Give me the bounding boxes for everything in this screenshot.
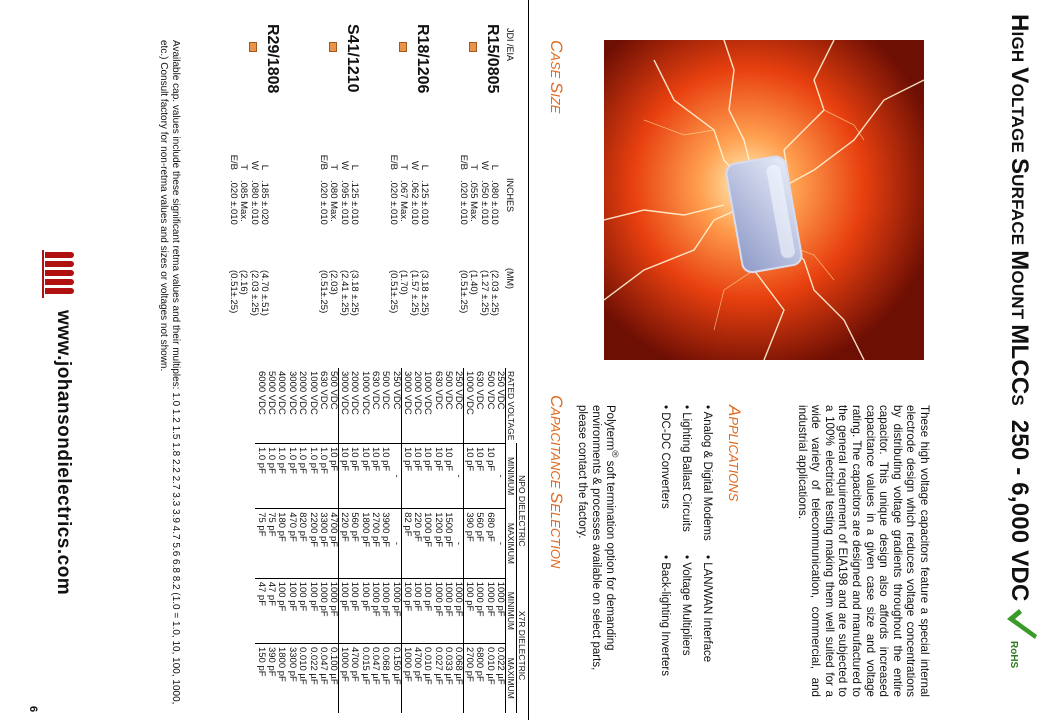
dim-inches: .067 Max. xyxy=(398,180,410,222)
x7r-min-header: MINIMUM xyxy=(506,591,516,630)
rohs-logo xyxy=(999,605,1041,675)
dim-label: W xyxy=(408,161,420,170)
value-cell: 2200 pF xyxy=(307,509,317,578)
value-cell: 0.010 µF xyxy=(297,643,307,713)
value-cell: 10 pF xyxy=(401,443,412,508)
table-row xyxy=(255,368,265,713)
dim-inches: .050 ±.010 xyxy=(478,180,490,225)
voltage-cell: 500 VDC xyxy=(443,371,455,410)
voltage-cell: 1000 VDC xyxy=(464,371,476,415)
dim-label: W xyxy=(338,161,350,170)
dim-mm: (1.57 ±.25) xyxy=(408,270,420,316)
rated-voltage-header: RATED VOLTAGE xyxy=(506,371,516,441)
dim-mm: (0.51±.25) xyxy=(317,270,329,314)
voltage-cell: 2000 VDC xyxy=(349,371,361,415)
value-cell: 1.0 pF xyxy=(266,443,276,508)
capacitance-table xyxy=(255,368,527,713)
dim-label: E/B xyxy=(317,154,329,170)
value-cell: 100 pF xyxy=(401,578,412,643)
value-cell: - xyxy=(453,443,464,508)
value-cell: 1000 pF xyxy=(432,578,442,643)
value-cell: 82 pF xyxy=(401,509,412,578)
table-row xyxy=(495,368,506,713)
value-cell: 0.010 µF xyxy=(422,643,432,713)
value-cell: 1000 pF xyxy=(401,643,412,713)
list-item: • Analog & Digital Modems xyxy=(701,405,713,541)
dim-label: E/B xyxy=(457,154,469,170)
value-cell: 1000 pF xyxy=(474,578,484,643)
value-cell: - xyxy=(391,443,402,508)
chip-icon xyxy=(399,42,407,52)
x7r-max-header: MAXIMUM xyxy=(506,657,516,699)
voltage-cell: 3000 VDC xyxy=(286,371,298,415)
table-row xyxy=(422,368,432,713)
value-cell: 390 pF xyxy=(464,509,475,578)
value-cell: - xyxy=(453,509,464,578)
table-row xyxy=(443,368,453,713)
value-cell: 75 pF xyxy=(266,509,276,578)
value-cell: 0.150 µF xyxy=(391,643,402,713)
npo-header: NPO DIELECTRIC xyxy=(517,443,528,578)
dim-inches: .080 ±.010 xyxy=(489,180,500,225)
value-cell: 100 pF xyxy=(359,578,369,643)
dim-inches: .080 ±.010 xyxy=(248,180,260,225)
value-cell: 0.027 µF xyxy=(432,643,442,713)
voltage-cell: 630 VDC xyxy=(432,371,444,410)
table-row xyxy=(297,368,307,713)
value-cell: 75 pF xyxy=(255,509,265,578)
value-cell: 4700 pF xyxy=(412,643,422,713)
value-cell: 0.033 µF xyxy=(443,643,453,713)
value-cell: 1.0 pF xyxy=(276,443,286,508)
dim-mm: (0.51±.25) xyxy=(387,270,399,314)
dim-label: W xyxy=(248,161,260,170)
value-cell: 560 pF xyxy=(474,509,484,578)
value-cell: 1800 pF xyxy=(359,509,369,578)
table-row xyxy=(474,368,484,713)
voltage-cell: 6000 VDC xyxy=(255,371,267,415)
capacitance-selection-heading: CAPACITANCE SELECTION xyxy=(547,395,566,569)
value-cell: 1.0 pF xyxy=(307,443,317,508)
dim-mm: (2.03) xyxy=(328,270,340,295)
value-cell: 0.022 µF xyxy=(307,643,317,713)
case-block xyxy=(301,10,361,365)
value-cell: 100 pF xyxy=(287,578,297,643)
value-cell: 100 pF xyxy=(349,578,359,643)
value-cell: 10 pF xyxy=(359,443,369,508)
dim-inches: .020 ±.010 xyxy=(227,180,239,225)
value-cell: 100 pF xyxy=(464,578,475,643)
value-cell: - xyxy=(391,509,402,578)
dim-inches: .085 Max. xyxy=(238,180,250,222)
table-row xyxy=(380,368,390,713)
dim-label: E/B xyxy=(227,154,239,170)
value-cell: 3900 pF xyxy=(380,509,390,578)
dim-label: T xyxy=(328,164,340,170)
value-cell: 1000 pF xyxy=(339,643,350,713)
value-cell: 1.0 pF xyxy=(287,443,297,508)
value-cell: 0.015 µF xyxy=(359,643,369,713)
value-cell: 1000 pF xyxy=(422,509,432,578)
voltage-cell: 4000 VDC xyxy=(276,371,288,415)
value-cell: 1500 pF xyxy=(443,509,453,578)
value-cell: 0.047 µF xyxy=(318,643,328,713)
value-cell: 100 pF xyxy=(307,578,317,643)
dim-inches: .062 ±.010 xyxy=(408,180,420,225)
value-cell: 1.0 pF xyxy=(318,443,328,508)
value-cell: 10 pF xyxy=(339,443,350,508)
table-row xyxy=(464,368,475,713)
table-row xyxy=(318,368,328,713)
value-cell: 10 pF xyxy=(464,443,475,508)
voltage-cell: 1000 VDC xyxy=(307,371,319,415)
dim-inches: .055 Max. xyxy=(468,180,480,222)
checkmark-icon xyxy=(1007,609,1037,639)
table-row xyxy=(401,368,412,713)
voltage-cell: 2000 VDC xyxy=(297,371,309,415)
value-cell: 100 pF xyxy=(297,578,307,643)
dim-label: T xyxy=(398,164,410,170)
value-cell: 10 pF xyxy=(443,443,453,508)
dim-label: E/B xyxy=(387,154,399,170)
divider xyxy=(528,0,529,720)
voltage-cell: 2000 VDC xyxy=(411,371,423,415)
applications-heading: APPLICATIONS xyxy=(725,405,744,502)
value-cell: 220 pF xyxy=(339,509,350,578)
voltage-cell: 3000 VDC xyxy=(401,371,413,415)
value-cell: 150 pF xyxy=(255,643,265,713)
voltage-cell: 1000 VDC xyxy=(359,371,371,415)
value-cell: - xyxy=(495,443,506,508)
value-cell: 3300 pF xyxy=(318,509,328,578)
value-cell: 4700 pF xyxy=(349,643,359,713)
table-row xyxy=(328,368,339,713)
value-cell: 1200 pF xyxy=(432,509,442,578)
case-name: S41/1210 xyxy=(344,24,361,93)
case-block xyxy=(441,10,501,365)
value-cell: 100 pF xyxy=(276,578,286,643)
dim-inches: .095 ±.010 xyxy=(338,180,350,225)
value-cell: 1000 pF xyxy=(328,578,339,643)
value-cell: 10 pF xyxy=(422,443,432,508)
chip-icon xyxy=(329,42,337,52)
col-mm-header: (MM) xyxy=(505,268,515,289)
page-title: HIGH VOLTAGE SURFACE MOUNT MLCCS 250 - 6,000 VDC xyxy=(1006,14,1033,602)
npo-max-header: MAXIMUM xyxy=(506,522,516,564)
dim-inches: .125 ±.010 xyxy=(349,180,360,225)
dim-inches: .125 ±.010 xyxy=(419,180,430,225)
value-cell: 4700 pF xyxy=(328,509,339,578)
value-cell: 2700 pF xyxy=(370,509,380,578)
case-size-heading: CASE SIZE xyxy=(547,40,566,114)
page-number: 6 xyxy=(27,706,39,713)
rohs-label: RoHS xyxy=(1008,641,1019,669)
polyterm-note: Polyterm® soft termination option for demanding environments & processes available on select parts, please contact the factory. xyxy=(576,405,620,671)
applications-list-1 xyxy=(654,405,717,555)
value-cell: 10 pF xyxy=(370,443,380,508)
dim-inches: .020 ±.010 xyxy=(387,180,399,225)
table-row xyxy=(485,368,495,713)
dim-label: L xyxy=(489,164,500,170)
dim-label: T xyxy=(468,164,480,170)
dim-inches: .185 ±.020 xyxy=(259,180,270,225)
col-inches-header: INCHES xyxy=(505,178,515,213)
voltage-cell: 630 VDC xyxy=(370,371,382,410)
value-cell: 680 pF xyxy=(485,509,495,578)
table-row xyxy=(370,368,380,713)
list-item: • Lighting Ballast Circuits xyxy=(680,405,692,532)
value-cell: 10 pF xyxy=(485,443,495,508)
voltage-cell: 500 VDC xyxy=(484,371,496,410)
value-cell: 10 pF xyxy=(328,443,339,508)
dim-inches: .020 ±.010 xyxy=(317,180,329,225)
value-cell: 10 pF xyxy=(432,443,442,508)
table-row xyxy=(307,368,317,713)
value-cell: 10 pF xyxy=(349,443,359,508)
dim-mm: (2.03 ±.25) xyxy=(248,270,260,316)
value-cell: 100 pF xyxy=(339,578,350,643)
table-row xyxy=(276,368,286,713)
table-row xyxy=(391,368,402,713)
case-name: R18/1206 xyxy=(414,24,431,94)
dim-mm: (1.40) xyxy=(468,270,480,295)
npo-min-header: MINIMUM xyxy=(506,456,516,496)
dim-inches: .080 Max. xyxy=(328,180,340,222)
dim-mm: (0.51±.25) xyxy=(457,270,469,314)
table-row xyxy=(432,368,442,713)
hero-lightning-image xyxy=(604,40,924,360)
value-cell: 0.068 µF xyxy=(453,643,464,713)
dim-mm: (0.51±.25) xyxy=(227,270,239,314)
value-cell: 1000 pF xyxy=(485,578,495,643)
voltage-cell: 3000 VDC xyxy=(339,371,351,415)
dim-mm: (2.41 ±.25) xyxy=(338,270,350,316)
value-cell: 560 pF xyxy=(349,509,359,578)
dim-label: W xyxy=(478,161,490,170)
table-row xyxy=(266,368,276,713)
case-block xyxy=(221,10,281,365)
value-cell: 2700 pF xyxy=(464,643,475,713)
dim-mm: (1.70) xyxy=(398,270,410,295)
value-cell: 100 pF xyxy=(412,578,422,643)
intro-paragraph: These high voltage capacitors feature a special internal electrode design which reduces voltage concentrations by distributing voltage gradients throughout the entire capacitor. This unique design also affords increased capacitance values in a given case size and voltage rating. The capacitors are designed and manufactured to the general requirement of EIA198 and are subjected to a 100% electrical testing making them well suited for a wide variety of telecommunication, commercial, and industrial applications. xyxy=(795,405,931,697)
dim-label: L xyxy=(419,164,430,170)
value-cell: 100 pF xyxy=(422,578,432,643)
value-cell: 1.0 pF xyxy=(297,443,307,508)
value-cell: - xyxy=(495,509,506,578)
table-row xyxy=(339,368,350,713)
value-cell: 6800 pF xyxy=(474,643,484,713)
value-cell: 0.047 µF xyxy=(370,643,380,713)
value-cell: 47 pF xyxy=(255,578,265,643)
value-cell: 10 pF xyxy=(412,443,422,508)
value-cell: 3300 pF xyxy=(287,643,297,713)
case-name: R29/1808 xyxy=(264,24,281,94)
value-cell: 0.022 µF xyxy=(495,643,506,713)
value-cell: 1800 pF xyxy=(276,643,286,713)
case-block xyxy=(371,10,431,365)
list-item: • DC-DC Converters xyxy=(659,405,671,509)
johanson-logo-icon xyxy=(39,250,77,300)
table-row xyxy=(412,368,422,713)
voltage-cell: 630 VDC xyxy=(317,371,329,410)
voltage-cell: 250 VDC xyxy=(391,368,402,443)
voltage-cell: 250 VDC xyxy=(453,368,464,443)
voltage-cell: 500 VDC xyxy=(328,368,339,443)
dim-inches: .020 ±.010 xyxy=(457,180,469,225)
dim-label: L xyxy=(259,164,270,170)
value-cell: 47 pF xyxy=(266,578,276,643)
value-cell: 390 pF xyxy=(266,643,276,713)
table-row xyxy=(453,368,464,713)
value-cell: 0.100 µF xyxy=(328,643,339,713)
value-cell: 1000 pF xyxy=(453,578,464,643)
footnote: Available cap. values include these significant retma values and their multiples: 1.0 1.2 1.5 1.8 2.2 2.7 3.3 3.9 4.7 5.6 6.8 8.2 (1.0 = 1.0, 10, 100, 1000, etc.) Consult factory for non-retma values and sizes or voltages not shown. xyxy=(158,40,181,705)
value-cell: 1000 pF xyxy=(380,578,390,643)
value-cell: 10 pF xyxy=(380,443,390,508)
dim-mm: (1.27 ±.25) xyxy=(478,270,490,316)
value-cell: 1000 pF xyxy=(318,578,328,643)
list-item: • LAN/WAN Interface xyxy=(701,555,713,663)
value-cell: 1000 pF xyxy=(370,578,380,643)
col-jdi-header: JDI /EIA xyxy=(505,28,515,62)
dim-mm: (3.18 ±.25) xyxy=(419,270,430,316)
dim-mm: (2.16) xyxy=(238,270,250,295)
value-cell: 1.0 pF xyxy=(255,443,265,508)
value-cell: 220 pF xyxy=(412,509,422,578)
chip-icon xyxy=(249,42,257,52)
dim-mm: (2.03 ±.25) xyxy=(489,270,500,316)
voltage-cell: 1000 VDC xyxy=(422,371,434,415)
list-item: • Back-lighting Inverters xyxy=(659,555,671,676)
dim-mm: (4.70 ±.51) xyxy=(259,270,270,316)
website-link[interactable]: www.johansondielectrics.com xyxy=(53,310,74,596)
table-row xyxy=(349,368,359,713)
voltage-cell: 500 VDC xyxy=(380,371,392,410)
voltage-cell: 630 VDC xyxy=(474,371,486,410)
value-cell: 820 pF xyxy=(297,509,307,578)
value-cell: 1000 pF xyxy=(495,578,506,643)
case-name: R15/0805 xyxy=(484,24,501,94)
value-cell: 180 pF xyxy=(276,509,286,578)
value-cell: 0.010 µF xyxy=(485,643,495,713)
value-cell: 10 pF xyxy=(474,443,484,508)
list-item: • Voltage Multipliers xyxy=(680,555,692,656)
applications-list-2 xyxy=(654,555,717,705)
value-cell: 1000 pF xyxy=(443,578,453,643)
chip-icon xyxy=(469,42,477,52)
value-cell: 470 pF xyxy=(287,509,297,578)
voltage-cell: 5000 VDC xyxy=(265,371,277,415)
dim-mm: (3.18 ±.25) xyxy=(349,270,360,316)
voltage-cell: 250 VDC xyxy=(495,368,506,443)
dim-label: L xyxy=(349,164,360,170)
dim-label: T xyxy=(238,164,250,170)
table-row xyxy=(287,368,297,713)
value-cell: 0.068 µF xyxy=(380,643,390,713)
table-row xyxy=(359,368,369,713)
x7r-header: X7R DIELECTRIC xyxy=(517,578,528,713)
value-cell: 1000 pF xyxy=(391,578,402,643)
